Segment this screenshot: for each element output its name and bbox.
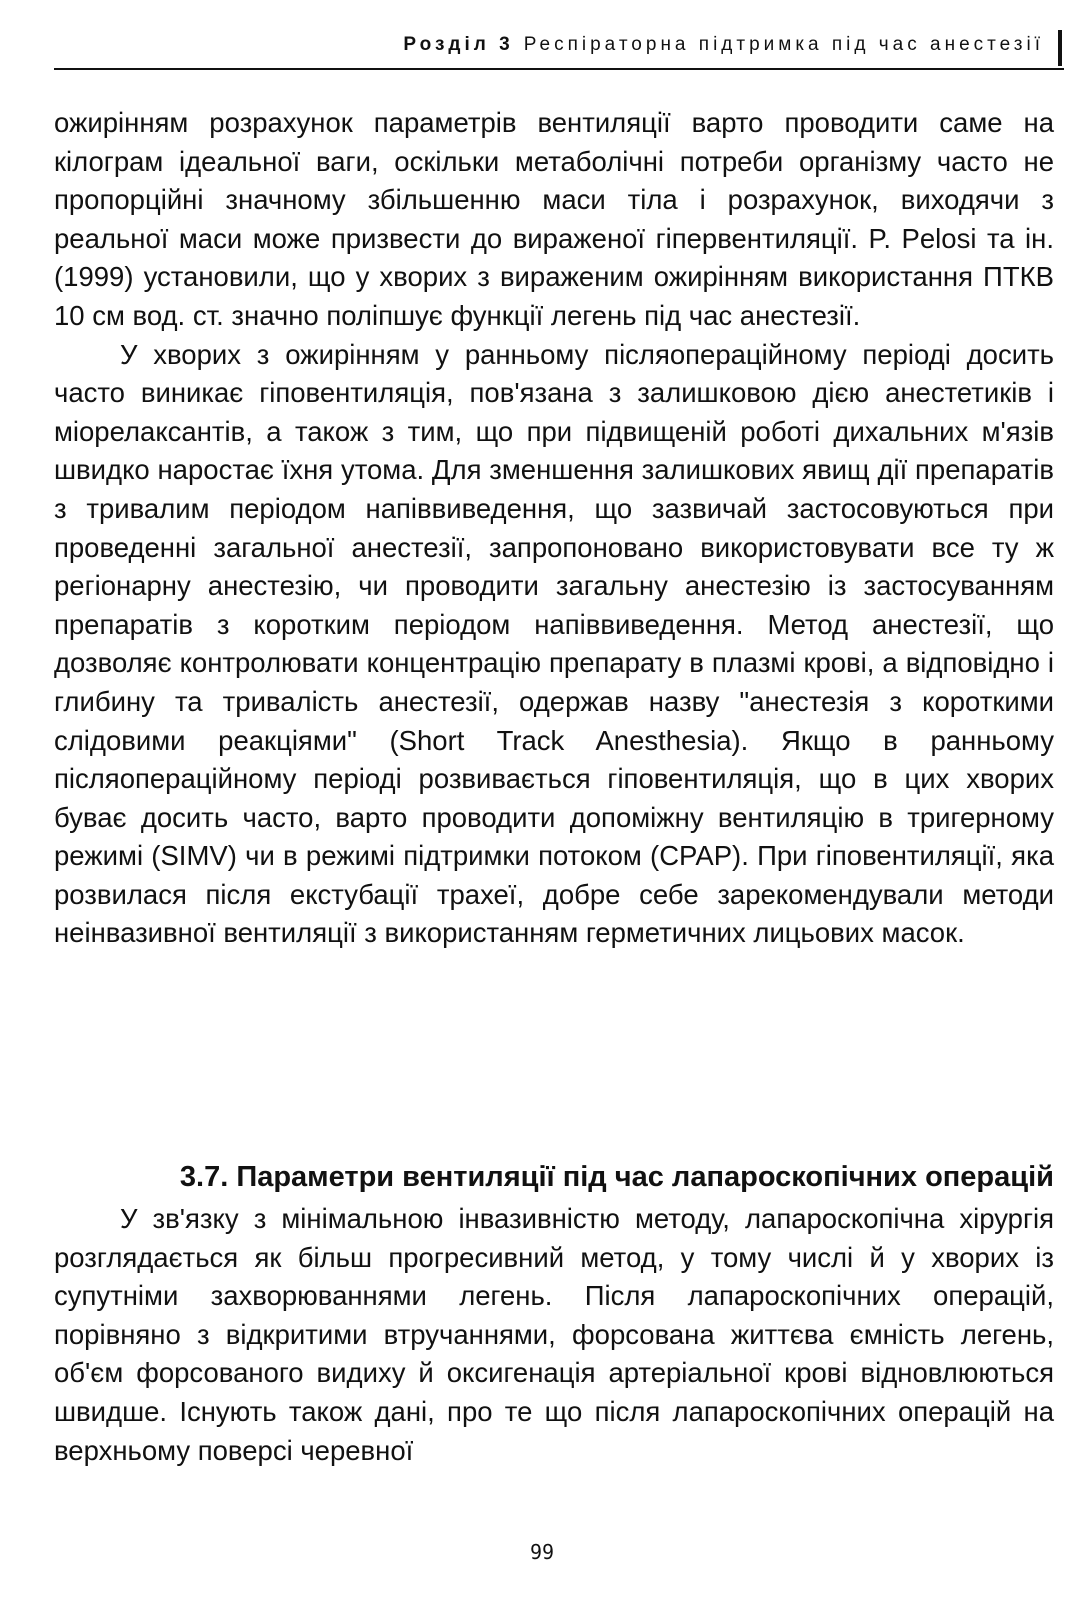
paragraph-continued: ожирінням розрахунок параметрів вентиляції варто проводити саме на кілограм ідеальної ваги, оскільки метаболічні потреби організму часто не пропорційні значному збільшенню маси тіла і розрахунок, виходячи з реальної маси може призвести до вираженої гіпервентиляції. P. Pelosi та ін. (1999) установили, що у хворих з вираженим ожирінням використання ПТКВ 10 см вод. ст. значно поліпшує функції легень під час анестезії.	[54, 107, 1054, 331]
section-body	[54, 1200, 1054, 1470]
paragraph-hypoventilation: У хворих з ожирінням у ранньому післяопераційному періоді досить часто виникає гіповентиляція, пов'язана з залишковою дією анестетиків і міорелаксантів, а також з тим, що при підвищеній роботі дихальних м'язів швидко наростає їхня утома. Для зменшення залишкових явищ дії препаратів з тривалим періодом напіввиведення, що зазвичай застосовуються при проведенні загальної анестезії, запропоновано використовувати все ту ж регіонарну анестезію, чи проводити загальну анестезію із застосуванням препаратів з коротким періодом напіввиведення. Метод анестезії, що дозволяє контролювати концентрацію препарату в плазмі крові, а відповідно і глибину та тривалість анестезії, одержав назву "анестезія з короткими слідовими реакціями" (Short Track Anesthesia). Якщо в ранньому післяопераційному періоді розвивається гіповентиляція, що в цих хворих буває досить часто, варто проводити допоміжну вентиляцію в тригерному режимі (SIMV) чи в режимі підтримки потоком (CPAP). При гіповентиляції, яка розвилася після екстубації трахеї, добре себе зарекомендували методи неінвазивної вентиляції з використанням герметичних лицьових масок.	[54, 338, 1054, 949]
running-header-text	[403, 34, 1044, 56]
header-edge-bar	[1058, 30, 1062, 66]
page-number: 99	[529, 1540, 555, 1564]
section-paragraph: У зв'язку з мінімальною інвазивністю методу, лапароскопічна хірургія розглядається як більш прогресивний метод, у тому числі й у хворих із супутніми захворюваннями легень. Після лапароскопічних операцій, порівняно з відкритими втручаннями, форсована життєва ємність легень, об'єм форсованого видиху й оксигенація артеріальної крові відновлюються швидше. Існують також дані, про те що після лапароскопічних операцій на верхньому поверсі черевної	[54, 1203, 1054, 1466]
header-section-label: Розділ 3	[403, 34, 514, 55]
header-section-title: Респіраторна підтримка під час анестезії	[523, 34, 1044, 55]
running-header	[54, 28, 1064, 70]
section-heading: 3.7. Параметри вентиляції під час лапароскопічних операцій	[179, 1161, 1054, 1193]
body-text	[54, 104, 1054, 953]
